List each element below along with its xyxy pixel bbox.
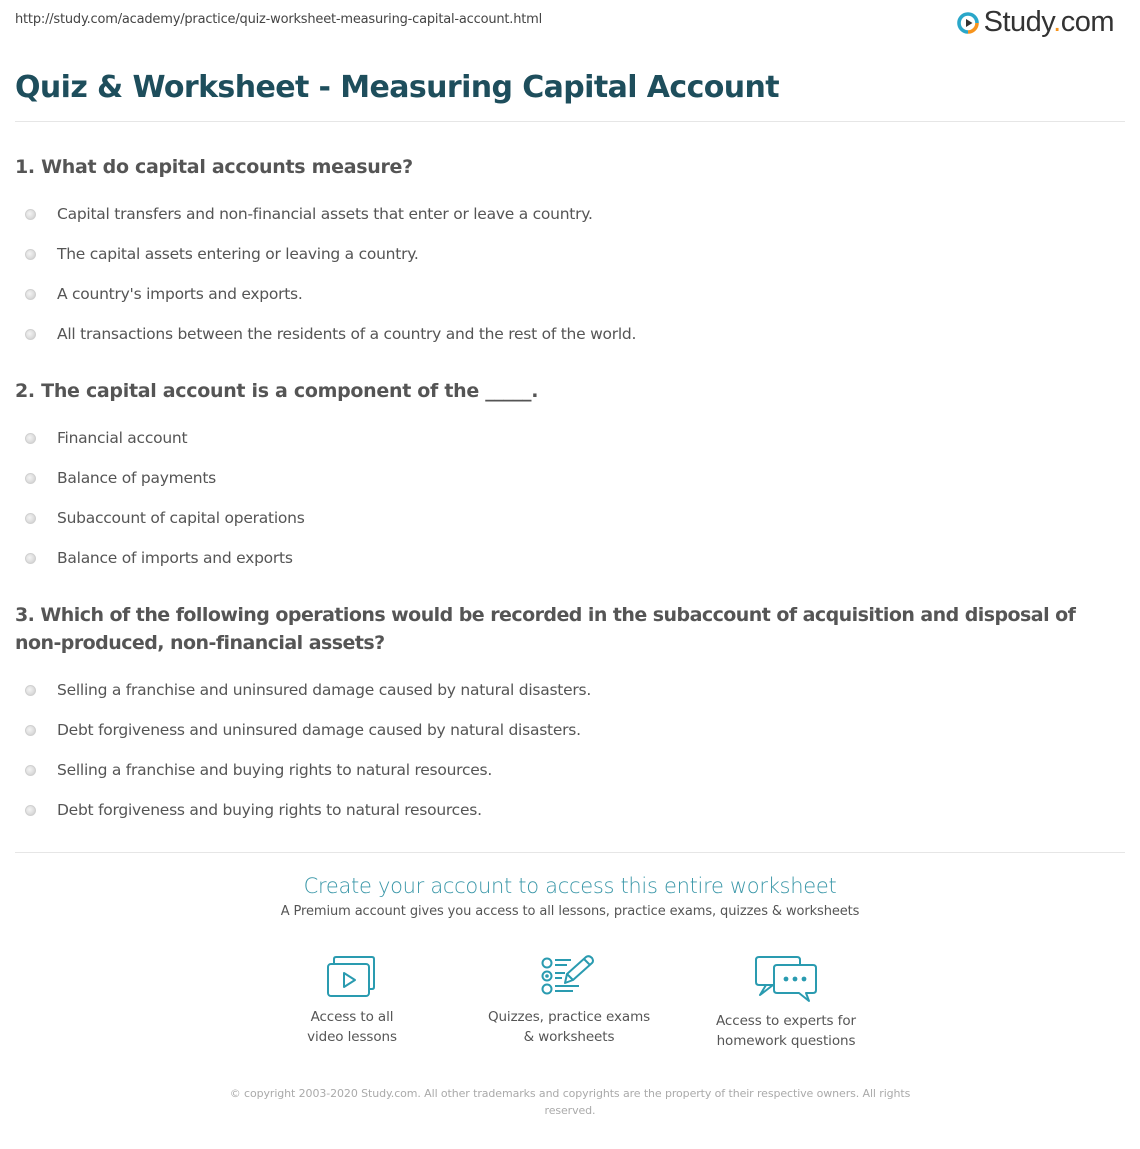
answer-label: All transactions between the residents of a country and the rest of the world. bbox=[57, 325, 637, 343]
feature-label: video lessons bbox=[307, 1029, 397, 1045]
answer-label: Debt forgiveness and uninsured damage caused by natural disasters. bbox=[57, 721, 581, 739]
radio-button[interactable] bbox=[25, 765, 36, 776]
feature-label: Quizzes, practice exams bbox=[487, 1009, 651, 1025]
answer-label: Selling a franchise and buying rights to natural resources. bbox=[57, 761, 492, 779]
cta-subtitle: A Premium account gives you access to all lessons, practice exams, quizzes & worksheets bbox=[280, 904, 860, 919]
signup-cta bbox=[0, 874, 1140, 919]
quiz-checklist-icon bbox=[541, 955, 597, 999]
radio-button[interactable] bbox=[25, 725, 36, 736]
feature-label: Access to experts for bbox=[716, 1013, 856, 1029]
feature-label: Access to all bbox=[310, 1009, 394, 1025]
study-logo[interactable] bbox=[957, 8, 1114, 37]
feature-label: homework questions bbox=[716, 1033, 856, 1049]
page-title: Quiz & Worksheet - Measuring Capital Account bbox=[15, 70, 780, 105]
answer-option[interactable] bbox=[15, 234, 1100, 274]
feature-video-lessons bbox=[242, 955, 462, 1047]
radio-button[interactable] bbox=[25, 473, 36, 484]
question-1 bbox=[15, 153, 1100, 354]
answer-option[interactable] bbox=[15, 498, 1100, 538]
answer-option[interactable] bbox=[15, 710, 1100, 750]
section-divider bbox=[15, 852, 1125, 853]
answer-label: Financial account bbox=[57, 429, 188, 447]
chat-bubbles-icon bbox=[754, 955, 818, 1003]
answer-label: Selling a franchise and uninsured damage caused by natural disasters. bbox=[57, 681, 592, 699]
answer-option[interactable] bbox=[15, 750, 1100, 790]
answer-label: A country's imports and exports. bbox=[57, 285, 303, 303]
answer-option[interactable] bbox=[15, 274, 1100, 314]
answer-label: Subaccount of capital operations bbox=[57, 509, 305, 527]
radio-button[interactable] bbox=[25, 249, 36, 260]
answer-option[interactable] bbox=[15, 670, 1100, 710]
question-3 bbox=[15, 601, 1100, 830]
play-circle-logo-icon bbox=[957, 12, 979, 34]
radio-button[interactable] bbox=[25, 685, 36, 696]
copyright-footer: © copyright 2003-2020 Study.com. All other trademarks and copyrights are the property of their respective owners. All rights reserved. bbox=[229, 1087, 911, 1117]
video-lessons-icon bbox=[326, 955, 378, 999]
radio-button[interactable] bbox=[25, 553, 36, 564]
title-divider bbox=[15, 121, 1125, 122]
answer-label: Balance of payments bbox=[57, 469, 216, 487]
answer-option[interactable] bbox=[15, 314, 1100, 354]
question-text: 1. What do capital accounts measure? bbox=[15, 156, 413, 178]
answer-option[interactable] bbox=[15, 538, 1100, 578]
answer-options bbox=[15, 194, 1100, 354]
radio-button[interactable] bbox=[25, 209, 36, 220]
answer-option[interactable] bbox=[15, 458, 1100, 498]
answer-options bbox=[15, 670, 1100, 830]
create-account-link[interactable]: Create your account to access this entire worksheet bbox=[303, 874, 837, 898]
logo-wordmark: Study.com bbox=[983, 6, 1114, 38]
answer-label: Capital transfers and non-financial assets that enter or leave a country. bbox=[57, 205, 593, 223]
question-text: 3. Which of the following operations would be recorded in the subaccount of acquisition and disposal of non-produced, non-financial assets? bbox=[15, 604, 1076, 654]
radio-button[interactable] bbox=[25, 513, 36, 524]
answer-option[interactable] bbox=[15, 418, 1100, 458]
radio-button[interactable] bbox=[25, 329, 36, 340]
answer-label: The capital assets entering or leaving a country. bbox=[57, 245, 419, 263]
radio-button[interactable] bbox=[25, 805, 36, 816]
answer-label: Balance of imports and exports bbox=[57, 549, 293, 567]
feature-experts bbox=[676, 955, 896, 1051]
question-2 bbox=[15, 377, 1100, 578]
feature-quizzes bbox=[459, 955, 679, 1047]
answer-label: Debt forgiveness and buying rights to natural resources. bbox=[57, 801, 482, 819]
answer-option[interactable] bbox=[15, 194, 1100, 234]
answer-options bbox=[15, 418, 1100, 578]
question-text: 2. The capital account is a component of the _____. bbox=[15, 380, 539, 402]
page-url: http://study.com/academy/practice/quiz-worksheet-measuring-capital-account.html bbox=[15, 12, 543, 27]
radio-button[interactable] bbox=[25, 289, 36, 300]
feature-label: & worksheets bbox=[523, 1029, 615, 1045]
radio-button[interactable] bbox=[25, 433, 36, 444]
answer-option[interactable] bbox=[15, 790, 1100, 830]
